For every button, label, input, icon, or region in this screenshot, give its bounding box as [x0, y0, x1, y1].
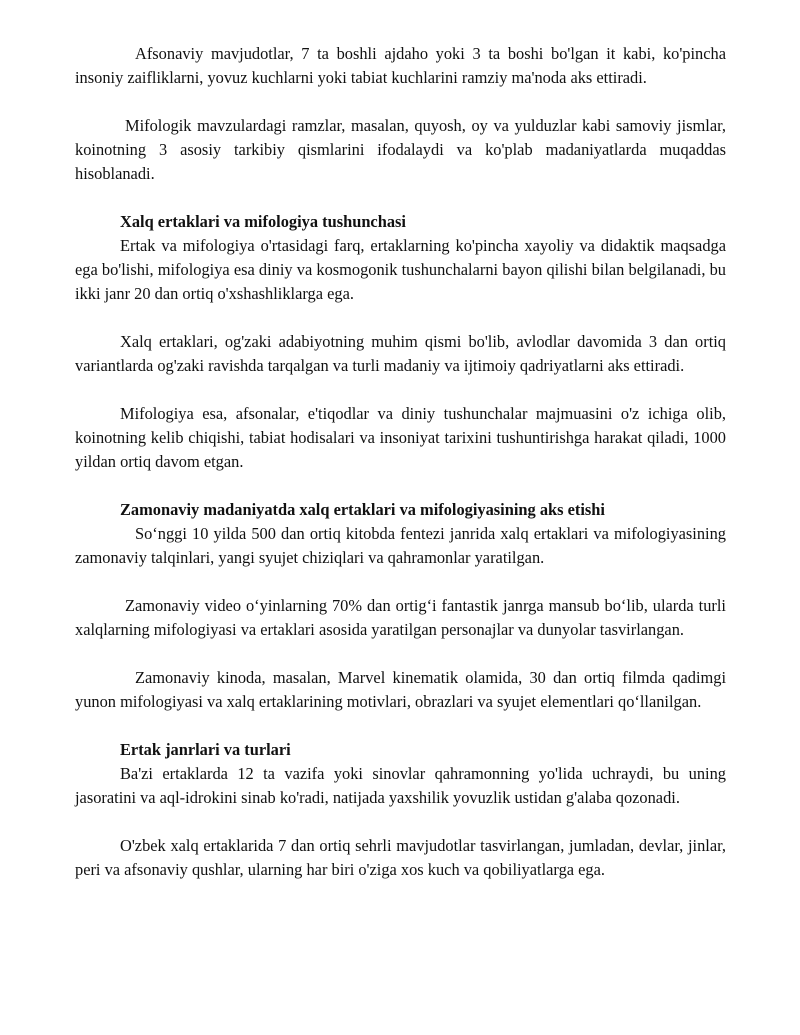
paragraph-tale-vs-myth: Ertak va mifologiya o'rtasidagi farq, ertaklarning ko'pincha xayoliy va didaktik maqsadga ega bo'lishi, mifologiya esa diniy va kosmogonik tushunchalarni bayon qilishi bilan belgilanadi, bu ikki janr 20 dan ortiq o'xshashliklarga ega.: [75, 236, 726, 303]
paragraph-cinema: Zamonaviy kinoda, masalan, Marvel kinematik olamida, 30 dan ortiq filmda qadimgi yunon mifologiyasi va xalq ertaklarining motivlari, obrazlari va syujet elementlari qo‘llanilgan.: [75, 668, 726, 711]
paragraph-mythology: Mifologiya esa, afsonalar, e'tiqodlar va diniy tushunchalar majmuasini o'z ichiga olib, koinotning kelib chiqishi, tabiat hodisalari va insoniyat tarixini tushuntirishga harakat qiladi, 1000 yildan ortiq davom etgan.: [75, 404, 726, 471]
document-page: [75, 42, 726, 882]
paragraph-video-games: Zamonaviy video o‘yinlarning 70% dan ortig‘i fantastik janrga mansub bo‘lib, ularda turli xalqlarning mifologiyasi va ertaklari asosida yaratilgan personajlar va dunyolar tasvirlangan.: [75, 596, 726, 639]
heading-folk-tales-concept: Xalq ertaklari va mifologiya tushunchasi: [120, 212, 406, 231]
paragraph-uzbek-tales: O'zbek xalq ertaklarida 7 dan ortiq sehrli mavjudotlar tasvirlangan, jumladan, devlar, jinlar, peri va afsonaviy qushlar, ularning har biri o'ziga xos kuch va qobiliyatlarga ega.: [75, 836, 726, 879]
paragraph-mythological-symbols: Mifologik mavzulardagi ramzlar, masalan, quyosh, oy va yulduzlar kabi samoviy jismlar, koinotning 3 asosiy tarkibiy qismlarini ifodalaydi va ko'plab madaniyatlarda muqaddas hisoblanadi.: [75, 116, 726, 183]
paragraph-twelve-tasks: Ba'zi ertaklarda 12 ta vazifa yoki sinovlar qahramonning yo'lida uchraydi, bu uning jasoratini va aql-idrokini sinab ko'radi, natijada yaxshilik yovuzlik ustidan g'alaba qozonadi.: [75, 764, 726, 807]
heading-tale-genres: Ertak janrlari va turlari: [120, 740, 291, 759]
paragraph-fantasy-books: So‘nggi 10 yilda 500 dan ortiq kitobda fentezi janrida xalq ertaklari va mifologiyasining zamonaviy talqinlari, yangi syujet chiziqlari va qahramonlar yaratilgan.: [75, 524, 726, 567]
paragraph-folk-tales: Xalq ertaklari, og'zaki adabiyotning muhim qismi bo'lib, avlodlar davomida 3 dan ortiq variantlarda og'zaki ravishda tarqalgan va turli madaniy va ijtimoiy qadriyatlarni aks ettiradi.: [75, 332, 726, 375]
paragraph-mythical-creatures: Afsonaviy mavjudotlar, 7 ta boshli ajdaho yoki 3 ta boshi bo'lgan it kabi, ko'pincha insoniy zaifliklarni, yovuz kuchlarni yoki tabiat kuchlarini ramziy ma'noda aks ettiradi.: [75, 44, 726, 87]
heading-modern-culture: Zamonaviy madaniyatda xalq ertaklari va mifologiyasining aks etishi: [120, 500, 605, 519]
